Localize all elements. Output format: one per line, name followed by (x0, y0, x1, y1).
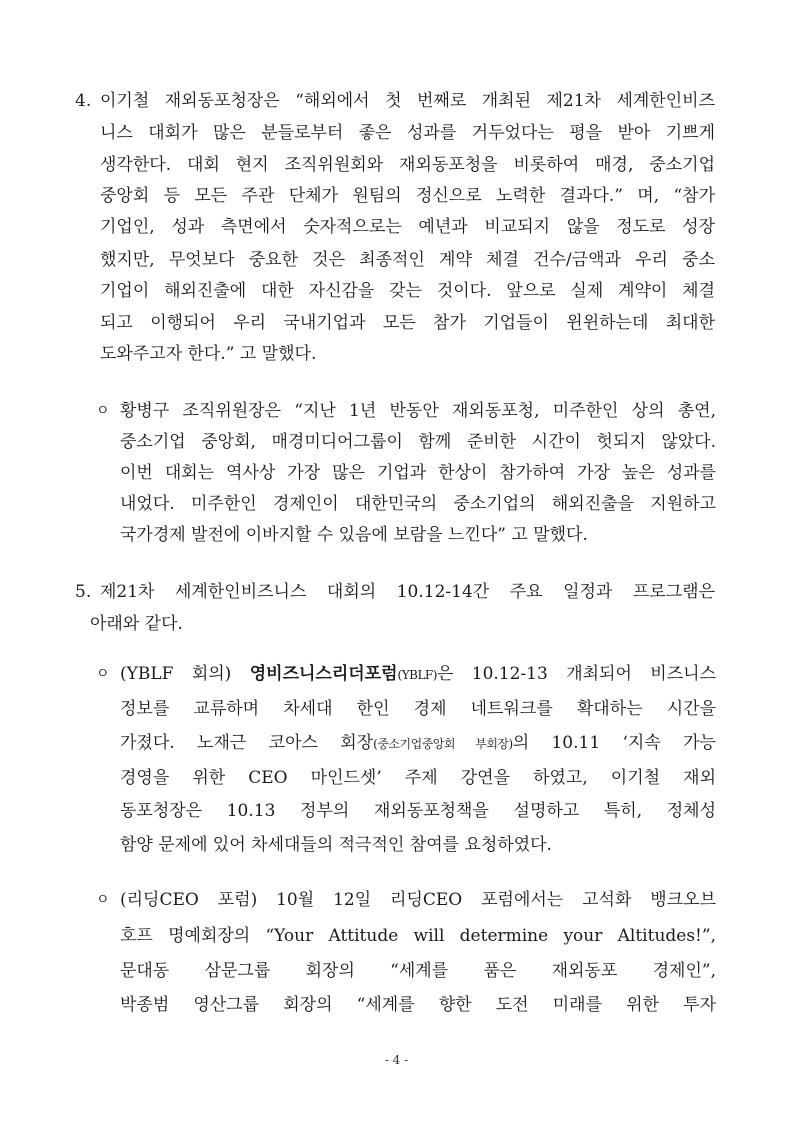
text-line (120, 733, 716, 754)
affiliation-note: (중소기업중앙회 부회장) (373, 737, 513, 751)
bullet-marker-icon: ㅇ (96, 892, 110, 908)
bullet-marker-icon: ㅇ (96, 666, 110, 682)
text-line: 기업인, 성과 측면에서 숫자적으로는 예년과 비교되지 않을 정도로 성장 (100, 217, 715, 237)
forum-name: 영비즈니스리더포럼 (249, 664, 398, 684)
text-line: (리딩CEO 포럼) 10월 12일 리딩CEO 포럼에서는 고석화 뱅크오브 (120, 890, 716, 910)
text-line: 이기철 재외동포청장은 “해외에서 첫 번째로 개최된 제21차 세계한인비즈 (100, 91, 715, 111)
text-line: 동포청장은 10.13 정부의 재외동포청책을 설명하고 특히, 정체성 (120, 801, 716, 821)
text-line: 경영을 위한 CEO 마인드셋’ 주제 강연을 하였고, 이기철 재외 (120, 768, 716, 788)
text-line: 함양 문제에 있어 차세대들의 적극적인 참여를 요청하였다. (120, 835, 552, 855)
text-span: (YBLF 회의) (120, 664, 250, 684)
text-line: 호프 명예회장의 “Your Attitude will determine your Altitudes!”, (120, 926, 716, 946)
text-line: 중소기업 중앙회, 매경미디어그룹이 함께 준비한 시간이 헛되지 않았다. (120, 432, 716, 452)
text-line: 제21차 세계한인비즈니스 대회의 10.12-14간 주요 일정과 프로그램은 (100, 582, 715, 602)
text-line: 황병구 조직위원장은 “지난 1년 반동안 재외동포청, 미주한인 상의 총연, (120, 401, 716, 421)
text-line: 정보를 교류하며 차세대 한인 경제 네트워크를 확대하는 시간을 (120, 699, 716, 719)
text-line: 했지만, 무엇보다 중요한 것은 최종적인 계약 체결 건수/금액과 우리 중소 (100, 250, 715, 270)
abbreviation: (YBLF) (397, 668, 437, 682)
page-number: - 4 - (384, 1053, 409, 1067)
text-line: 이번 대회는 역사상 가장 많은 기업과 한상이 참가하여 가장 높은 성과를 (120, 463, 716, 483)
section-number: 4. (75, 91, 92, 111)
text-line: 니스 대회가 많은 분들로부터 좋은 성과를 거두었다는 평을 받아 기쁘게 (100, 123, 715, 143)
text-line: 국가경제 발전에 이바지할 수 있음에 보람을 느낀다” 고 말했다. (120, 525, 588, 545)
text-line: 기업이 해외진출에 대한 자신감을 갖는 것이다. 앞으로 실제 계약이 체결 (100, 281, 715, 301)
text-line: 문대동 삼문그룹 회장의 “세계를 품은 재외동포 경제인”, (120, 961, 716, 981)
text-line: 되고 이행되어 우리 국내기업과 모든 참가 기업들이 윈윈하는데 최대한 (100, 313, 715, 333)
text-span: 가졌다. 노재근 코아스 회장 (120, 733, 374, 753)
text-line: 중앙회 등 모든 주관 단체가 원팀의 정신으로 노력한 결과다.” 며, “참가 (100, 186, 715, 206)
section-number: 5. (75, 582, 92, 602)
text-line (120, 664, 716, 685)
text-line: 도와주고자 한다.” 고 말했다. (100, 344, 317, 364)
text-span: 의 10.11 ‘지속 가능 (512, 733, 716, 753)
text-span: 은 10.12-13 개최되어 비즈니스 (436, 664, 716, 684)
text-line: 박종범 영산그룹 회장의 “세계를 향한 도전 미래를 위한 투자 (120, 995, 716, 1015)
bullet-marker-icon: ㅇ (96, 403, 110, 419)
text-line: 내었다. 미주한인 경제인이 대한민국의 중소기업의 해외진출을 지원하고 (120, 494, 716, 514)
text-line: 생각한다. 대회 현지 조직위원회와 재외동포청을 비롯하여 매경, 중소기업 (100, 155, 715, 175)
text-line: 아래와 같다. (90, 614, 183, 634)
